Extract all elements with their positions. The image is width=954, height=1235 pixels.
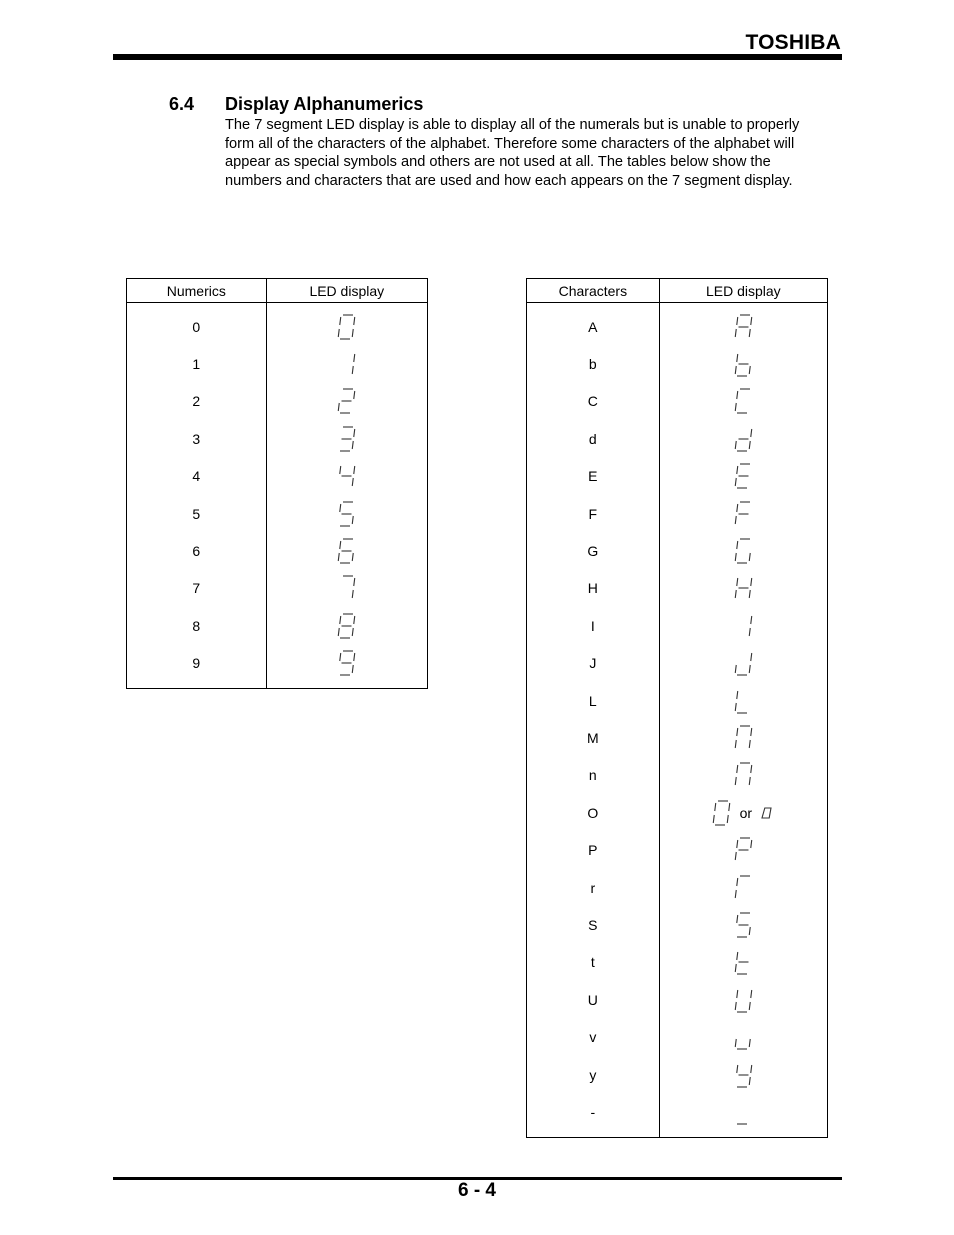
led-glyph-5 <box>336 500 357 528</box>
segment-c <box>353 665 354 673</box>
led-glyph-n <box>733 761 754 789</box>
page-number: 6 - 4 <box>457 1180 497 1201</box>
segment-b <box>751 765 752 773</box>
led-glyph-8 <box>336 612 357 640</box>
led-glyph-9 <box>336 649 357 677</box>
led-display-cell <box>266 383 427 420</box>
character-key-cell: L <box>527 682 660 719</box>
spacer-cell <box>127 682 267 689</box>
segment-c <box>353 478 354 486</box>
segment-e <box>735 852 736 860</box>
segment-f <box>737 541 738 549</box>
table-row <box>527 345 828 382</box>
segment-e <box>735 478 736 486</box>
table-row <box>527 1018 828 1055</box>
segment-f <box>340 317 341 325</box>
led-display-cell <box>266 532 427 569</box>
segment-e <box>735 890 736 898</box>
led-display-cell <box>659 1056 827 1093</box>
led-display-cell <box>659 645 827 682</box>
segment-f <box>737 391 738 399</box>
segment-c <box>749 1077 750 1085</box>
led-display-cell <box>659 383 827 420</box>
character-key-cell: S <box>527 906 660 943</box>
led-display-cell <box>659 607 827 644</box>
numeric-key-cell: 6 <box>127 532 267 569</box>
character-key-cell: d <box>527 420 660 457</box>
segment-b <box>354 429 355 437</box>
segment-b <box>354 616 355 624</box>
segment-f <box>737 691 738 699</box>
led-glyph-b <box>733 350 754 378</box>
segment-b <box>751 840 752 848</box>
segment-c <box>749 628 750 636</box>
table-row <box>527 906 828 943</box>
segment-e <box>735 1039 736 1047</box>
segment-c <box>749 740 750 748</box>
segment-c <box>749 1002 750 1010</box>
led-display-cell <box>659 570 827 607</box>
segment-c <box>353 441 354 449</box>
table-row <box>527 1093 828 1130</box>
segment-f <box>737 765 738 773</box>
table-row <box>127 308 428 345</box>
table-row <box>527 645 828 682</box>
led-glyph-3 <box>336 425 357 453</box>
section-title: Display Alphanumerics <box>225 94 424 114</box>
brand-logo: TOSHIBA <box>745 31 841 54</box>
led-glyph-1 <box>336 350 357 378</box>
led-glyph-6 <box>336 537 357 565</box>
segment-c <box>353 628 354 636</box>
table-row <box>527 794 828 831</box>
table-row <box>127 420 428 457</box>
segment-e <box>735 703 736 711</box>
segment-b <box>354 317 355 325</box>
numerics-table <box>126 278 428 689</box>
character-key-cell: t <box>527 944 660 981</box>
numeric-key-cell: 3 <box>127 420 267 457</box>
segment-c <box>749 553 750 561</box>
segment-e <box>713 815 714 823</box>
table-row <box>127 645 428 682</box>
character-key-cell: - <box>527 1093 660 1130</box>
led-glyph-4 <box>336 462 357 490</box>
led-display-cell <box>659 794 827 831</box>
segment-c <box>749 441 750 449</box>
character-key-cell: y <box>527 1056 660 1093</box>
led-display-cell <box>659 831 827 868</box>
table-row <box>127 345 428 382</box>
segment-c <box>749 927 750 935</box>
segment-e <box>735 777 736 785</box>
numeric-key-cell: 8 <box>127 607 267 644</box>
segment-c <box>749 777 750 785</box>
segment-f <box>737 990 738 998</box>
led-glyph-A <box>733 313 754 341</box>
table-row <box>527 682 828 719</box>
segment-b <box>751 429 752 437</box>
segment-e <box>735 366 736 374</box>
led-glyph-7 <box>336 574 357 602</box>
led-glyph-G <box>733 537 754 565</box>
segment-e <box>339 628 340 636</box>
numerics-header: Numerics <box>127 279 267 303</box>
table-row <box>527 719 828 756</box>
led-glyph-v <box>733 1023 754 1051</box>
character-key-cell: P <box>527 831 660 868</box>
led-display-cell <box>659 719 827 756</box>
numeric-key-cell: 0 <box>127 308 267 345</box>
segment-f <box>737 504 738 512</box>
segment-b <box>751 616 752 624</box>
characters-header: Characters <box>527 279 660 303</box>
led-display-cell <box>266 345 427 382</box>
led-display-cell <box>266 645 427 682</box>
numeric-key-cell: 4 <box>127 458 267 495</box>
segment-f <box>737 878 738 886</box>
character-key-cell: E <box>527 458 660 495</box>
or-label: or <box>739 804 753 821</box>
table-row <box>127 607 428 644</box>
led-display-cell <box>659 345 827 382</box>
segment-f <box>737 728 738 736</box>
character-key-cell: b <box>527 345 660 382</box>
segment-b <box>751 578 752 586</box>
segment-c <box>353 366 354 374</box>
table-row <box>127 570 428 607</box>
led-display-header: LED display <box>659 279 827 303</box>
segment-b <box>354 354 355 362</box>
segment-b <box>728 803 729 811</box>
segment-f <box>340 504 341 512</box>
character-key-cell: G <box>527 532 660 569</box>
led-glyph-P <box>733 836 754 864</box>
segment-f <box>737 952 738 960</box>
table-row <box>527 383 828 420</box>
segment-e <box>735 740 736 748</box>
segment-f <box>737 915 738 923</box>
led-display-cell <box>659 1018 827 1055</box>
led-display-cell <box>659 458 827 495</box>
character-key-cell: F <box>527 495 660 532</box>
segment-c <box>353 590 354 598</box>
segment-b <box>751 1065 752 1073</box>
segment-c <box>749 1039 750 1047</box>
table-row <box>527 981 828 1018</box>
table-row <box>527 570 828 607</box>
segment-f <box>340 616 341 624</box>
segment-e <box>339 329 340 337</box>
segment-e <box>735 665 736 673</box>
table-row <box>527 869 828 906</box>
section-intro: The 7 segment LED display is able to display all of the numerals but is unable to properly form all of the characters of the alphabet. Therefore some characters of the alphabet will appear as special symbols and others are not used at all. The tables below show the numbers and characters that are used and how each appears on the 7 segment display. <box>225 117 800 189</box>
segment-e <box>735 441 736 449</box>
table-row <box>527 1056 828 1093</box>
numeric-key-cell: 1 <box>127 345 267 382</box>
segment-b <box>751 990 752 998</box>
segment-b <box>354 466 355 474</box>
table-row <box>527 757 828 794</box>
segment-b <box>354 391 355 399</box>
character-key-cell: C <box>527 383 660 420</box>
led-glyph-d <box>733 425 754 453</box>
numeric-key-cell: 9 <box>127 645 267 682</box>
segment-e <box>735 590 736 598</box>
led-glyph-- <box>733 1098 754 1126</box>
segment-c <box>749 366 750 374</box>
led-display-cell <box>659 682 827 719</box>
table-row <box>527 831 828 868</box>
segment-box <box>762 808 771 818</box>
segment-b <box>354 653 355 661</box>
led-glyph-O <box>711 799 732 827</box>
segment-e <box>735 516 736 524</box>
characters-table <box>526 278 828 1138</box>
segment-f <box>737 466 738 474</box>
table-row <box>527 532 828 569</box>
led-glyph-U <box>733 986 754 1014</box>
led-display-cell <box>266 570 427 607</box>
segment-e <box>339 403 340 411</box>
led-glyph-S <box>733 911 754 939</box>
led-glyph-C <box>733 387 754 415</box>
table-row <box>527 308 828 345</box>
led-display-cell <box>266 607 427 644</box>
table-row <box>527 420 828 457</box>
segment-c <box>353 516 354 524</box>
led-display-cell <box>659 757 827 794</box>
segment-e <box>735 553 736 561</box>
led-glyph-o-small <box>760 805 776 821</box>
segment-c <box>353 553 354 561</box>
segment-e <box>735 1002 736 1010</box>
segment-e <box>735 964 736 972</box>
segment-b <box>751 653 752 661</box>
led-glyph-L <box>733 687 754 715</box>
table-row <box>527 607 828 644</box>
segment-c <box>749 590 750 598</box>
character-key-cell: M <box>527 719 660 756</box>
character-key-cell: r <box>527 869 660 906</box>
table-row <box>127 495 428 532</box>
segment-f <box>737 317 738 325</box>
segment-f <box>340 541 341 549</box>
segment-b <box>751 317 752 325</box>
character-key-cell: n <box>527 757 660 794</box>
table-row <box>127 458 428 495</box>
table-row <box>527 495 828 532</box>
led-display-cell <box>266 420 427 457</box>
segment-b <box>354 578 355 586</box>
led-display-cell <box>659 308 827 345</box>
led-display-cell <box>659 1093 827 1130</box>
table-row <box>127 383 428 420</box>
character-key-cell: v <box>527 1018 660 1055</box>
character-key-cell: I <box>527 607 660 644</box>
table-row <box>127 532 428 569</box>
character-key-cell: O <box>527 794 660 831</box>
segment-c <box>727 815 728 823</box>
segment-f <box>737 1065 738 1073</box>
led-glyph-I <box>733 612 754 640</box>
led-glyph-r <box>733 874 754 902</box>
spacer-cell <box>659 1131 827 1138</box>
led-display-cell <box>659 869 827 906</box>
section-number: 6.4 <box>169 94 195 114</box>
character-key-cell: A <box>527 308 660 345</box>
segment-e <box>735 403 736 411</box>
led-display-cell <box>659 420 827 457</box>
segment-c <box>749 665 750 673</box>
segment-f <box>737 354 738 362</box>
led-glyph-y <box>733 1061 754 1089</box>
led-glyph-2 <box>336 387 357 415</box>
segment-f <box>737 578 738 586</box>
numeric-key-cell: 7 <box>127 570 267 607</box>
numeric-key-cell: 5 <box>127 495 267 532</box>
table-row <box>527 458 828 495</box>
led-glyph-t <box>733 948 754 976</box>
character-key-cell: U <box>527 981 660 1018</box>
led-display-cell <box>659 532 827 569</box>
character-key-cell: H <box>527 570 660 607</box>
led-display-cell <box>266 458 427 495</box>
segment-b <box>751 728 752 736</box>
table-row <box>527 944 828 981</box>
led-glyph-0 <box>336 313 357 341</box>
led-display-cell <box>659 906 827 943</box>
segment-e <box>339 553 340 561</box>
led-glyph-J <box>733 649 754 677</box>
led-display-header: LED display <box>266 279 427 303</box>
segment-c <box>749 329 750 337</box>
segment-e <box>735 329 736 337</box>
segment-f <box>714 803 715 811</box>
numeric-key-cell: 2 <box>127 383 267 420</box>
spacer-cell <box>527 1131 660 1138</box>
led-glyph-M <box>733 724 754 752</box>
led-display-cell <box>266 308 427 345</box>
segment-f <box>340 653 341 661</box>
led-glyph-H <box>733 574 754 602</box>
segment-c <box>353 329 354 337</box>
led-display-cell <box>659 981 827 1018</box>
led-display-cell <box>659 495 827 532</box>
segment-f <box>340 466 341 474</box>
led-display-cell <box>266 495 427 532</box>
header-rule <box>113 54 842 60</box>
character-key-cell: J <box>527 645 660 682</box>
led-display-cell <box>659 944 827 981</box>
segment-f <box>737 840 738 848</box>
led-glyph-E <box>733 462 754 490</box>
spacer-cell <box>266 682 427 689</box>
led-glyph-F <box>733 500 754 528</box>
